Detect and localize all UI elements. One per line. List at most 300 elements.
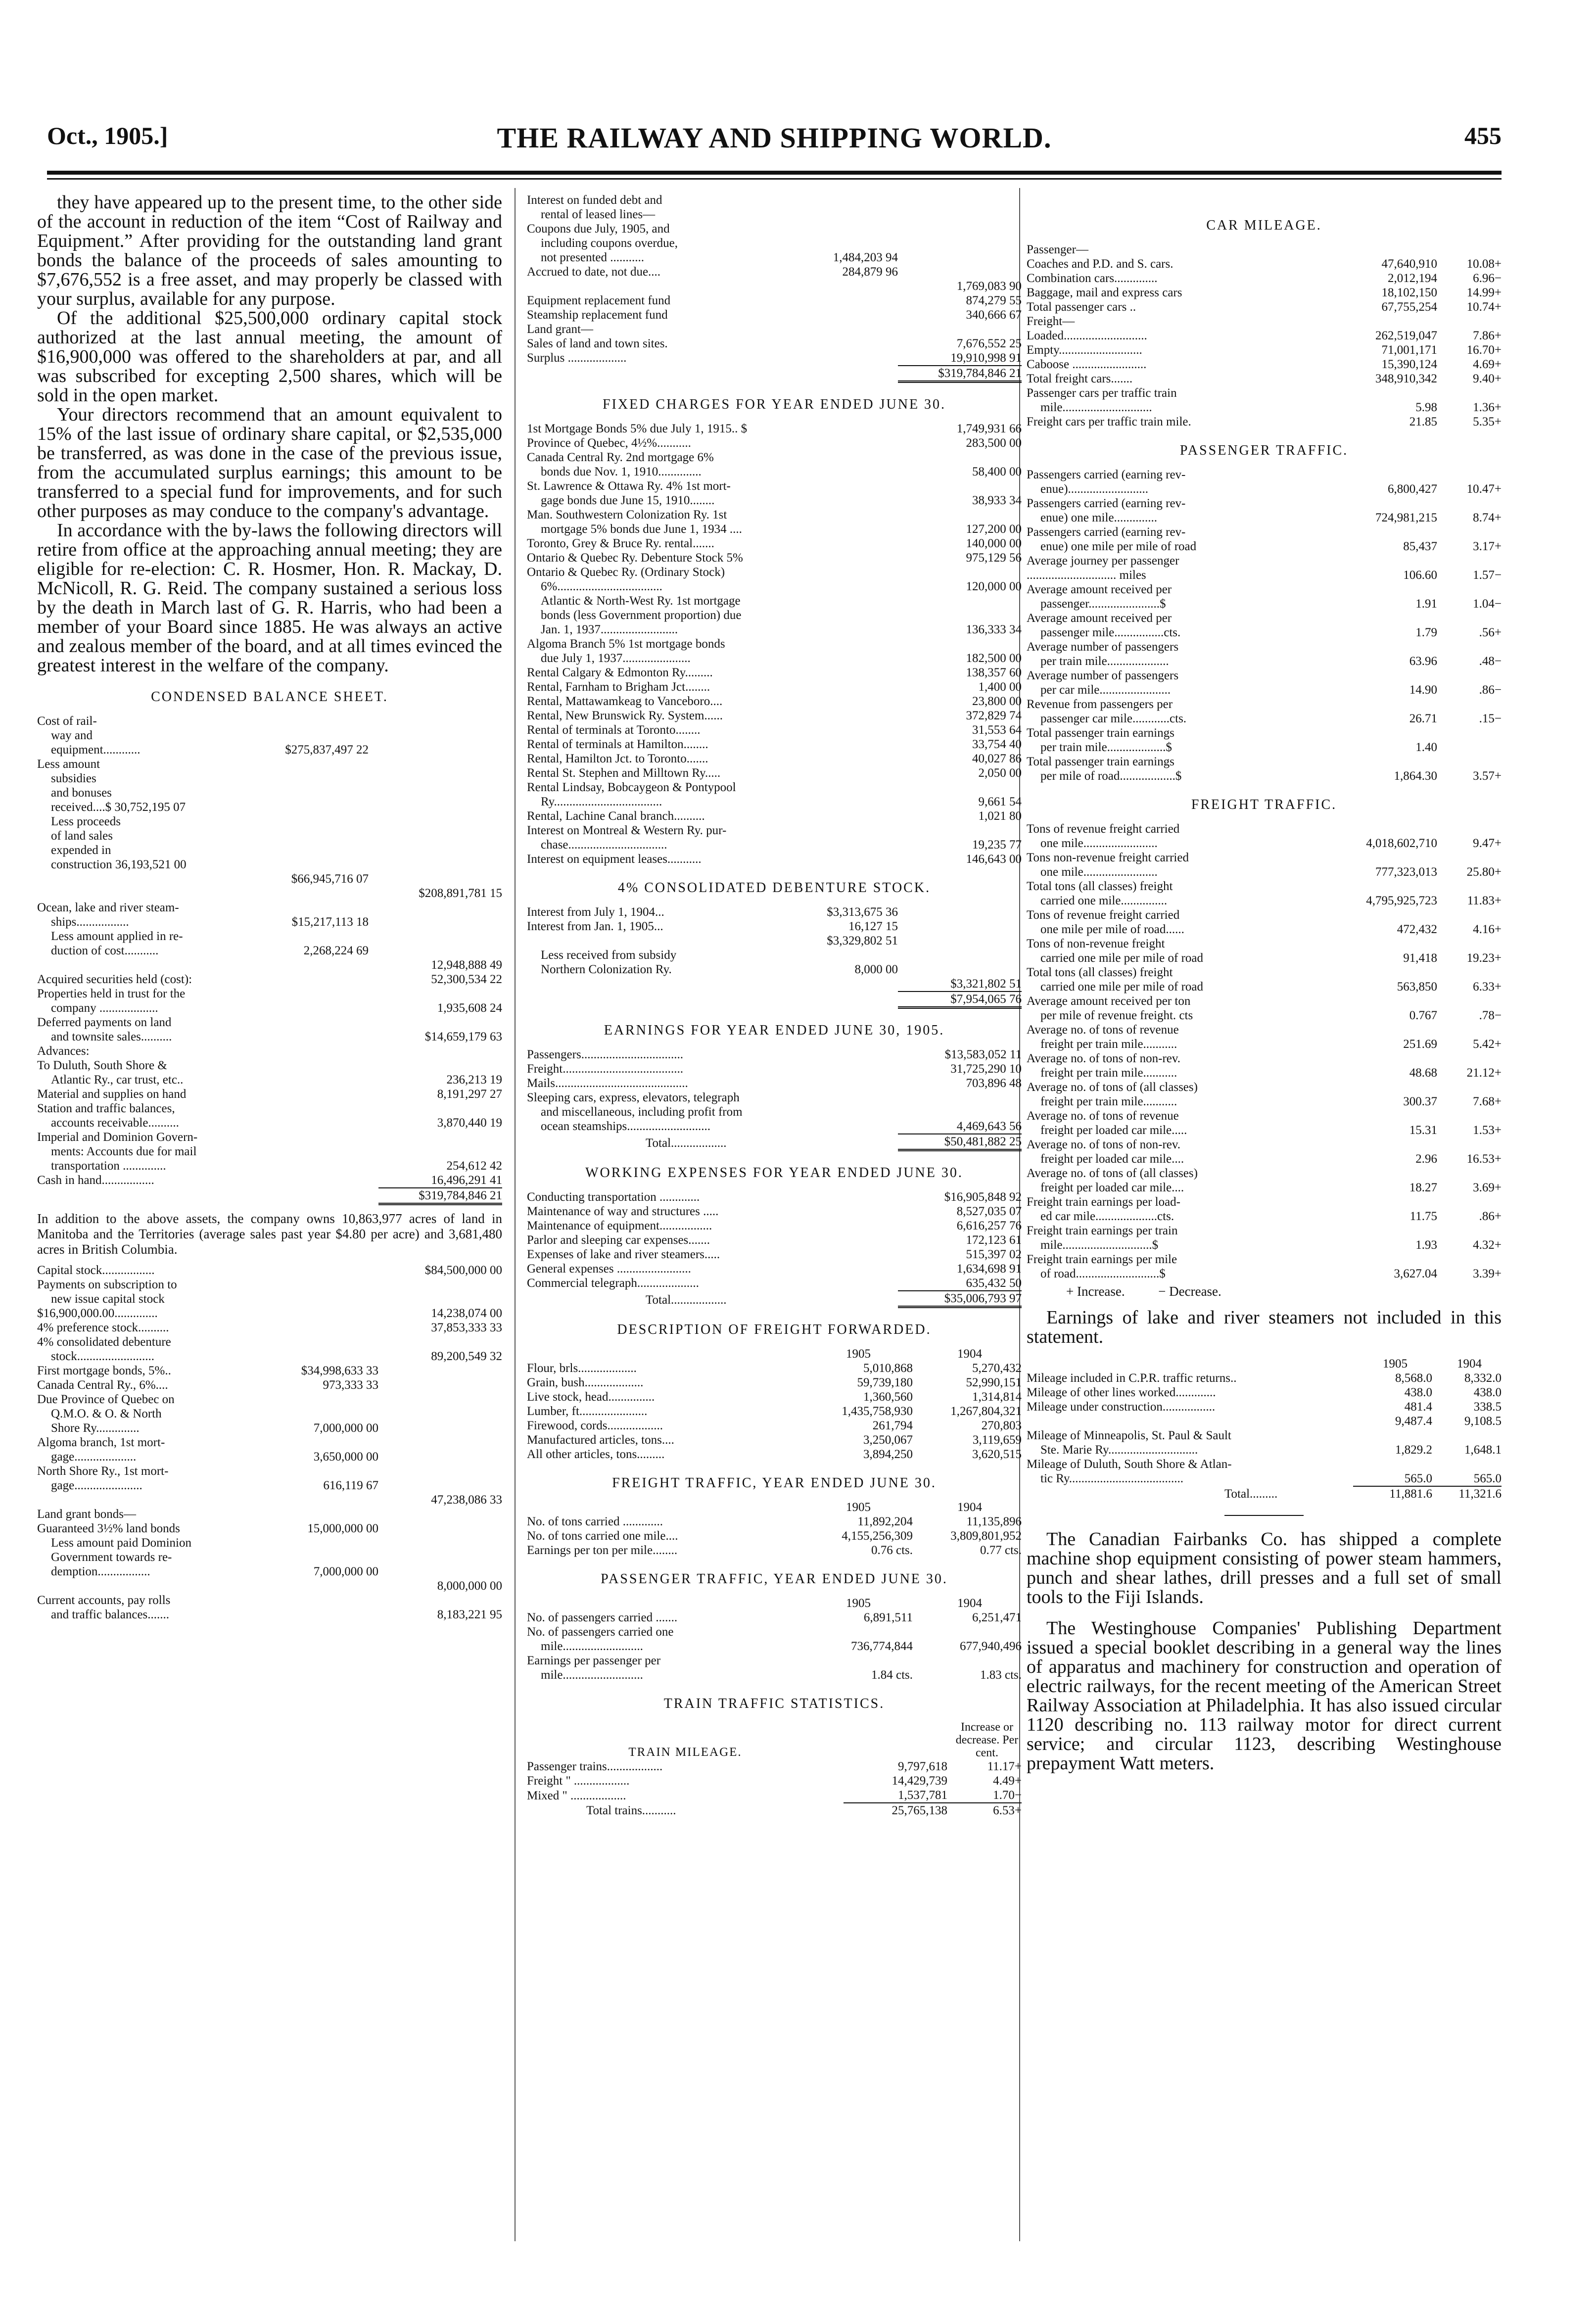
freight-traffic-row-label: freight per loaded car mile....	[1040, 1181, 1184, 1194]
mileage-row	[1027, 1371, 1502, 1385]
freight-traffic-row-label: Total tons (all classes) freight	[1027, 966, 1173, 979]
passenger-traffic-row	[527, 1625, 1022, 1639]
freight-traffic-row-value: 9.47+	[1473, 837, 1502, 850]
debenture-row-value	[774, 977, 898, 991]
passenger-traffic-row-value	[1333, 582, 1437, 597]
balance-row-value: $15,217,113 18	[291, 915, 369, 929]
earnings-row-label: Passengers.................................	[527, 1048, 683, 1061]
column-2	[527, 193, 1022, 1818]
mileage-row-label: tic Ry.....................................	[1040, 1472, 1184, 1485]
car-mileage-title: CAR MILEAGE.	[1206, 218, 1322, 233]
balance-row-value	[378, 1130, 502, 1144]
freight-row	[527, 1404, 1022, 1418]
liability-row-value	[784, 193, 898, 207]
car-mileage-row-value	[1333, 386, 1437, 400]
freight-traffic-row-value: 4,795,925,723	[1366, 894, 1437, 907]
freight-traffic-row-value: 16.53+	[1466, 1152, 1502, 1166]
liability-row	[37, 1579, 502, 1593]
mileage-row	[1027, 1400, 1502, 1414]
mileage-row	[1027, 1414, 1502, 1428]
passenger-traffic-row-value: 10.47+	[1466, 482, 1502, 496]
passenger-traffic-row-label: Passengers carried (earning rev-	[1027, 468, 1186, 481]
balance-row	[37, 1144, 502, 1159]
liability-row-value	[260, 1593, 378, 1607]
car-mileage-row-value: 15,390,124	[1381, 358, 1437, 371]
freight-forwarded-table	[527, 1347, 1022, 1461]
freight-traffic-row-value	[1437, 1051, 1502, 1066]
fixed-charge-row-label: Province of Quebec, 4½%...........	[527, 436, 691, 450]
fixed-charge-row-value: 127,200 00	[966, 522, 1022, 536]
balance-row-label: way and	[51, 729, 93, 742]
debenture-row-value	[898, 948, 1022, 962]
passenger-traffic-row-label: per train mile....................	[1040, 655, 1169, 668]
passenger-traffic-row-value	[1333, 726, 1437, 740]
liability-row	[37, 1392, 502, 1407]
passenger-traffic-row-label: passenger car mile............cts.	[1040, 712, 1187, 725]
balance-row-value: 12,948,888 49	[431, 958, 502, 972]
freight-traffic-row-value	[1333, 822, 1437, 836]
passenger-traffic-row-label: Earnings per passenger per	[527, 1654, 661, 1667]
liability-row-value	[378, 1464, 502, 1478]
fixed-charges-title: FIXED CHARGES FOR YEAR ENDED JUNE 30.	[602, 397, 946, 412]
freight-row-value: 3,250,067	[863, 1433, 913, 1447]
freight-traffic-row-value: 25.80+	[1466, 865, 1502, 879]
freight-traffic-row-value: 1.93	[1415, 1238, 1437, 1252]
train-row	[527, 1774, 1022, 1788]
fixed-charge-row-label: Rental, New Brunswick Ry. System......	[527, 709, 723, 722]
car-mileage-row-value	[1333, 314, 1437, 329]
fixed-charge-row-label: Man. Southwestern Colonization Ry. 1st	[527, 508, 727, 521]
balance-row-label: Advances:	[37, 1044, 90, 1058]
fixed-charge-row-value: 120,000 00	[966, 580, 1022, 593]
debenture-row	[527, 977, 1022, 991]
fixed-charge-row-label: 1st Mortgage Bonds 5% due July 1, 1915.. $	[527, 422, 748, 435]
liability-row-value	[378, 1435, 502, 1450]
balance-row-value	[369, 1101, 378, 1116]
balance-row-label: received....$ 30,752,195 07	[51, 801, 186, 814]
balance-row-label: Cost of rail-	[37, 714, 97, 728]
earnings-row-label: ocean steamships...........................	[541, 1120, 711, 1133]
liability-row-value	[260, 1579, 378, 1593]
passenger-traffic-row-value	[913, 1653, 1022, 1668]
liability-row-value	[378, 1450, 502, 1464]
issue-date: Oct., 1905.]	[47, 122, 168, 149]
balance-row-value	[378, 915, 502, 929]
balance-row-value	[369, 757, 378, 771]
debenture-row	[527, 948, 1022, 962]
passenger-traffic-row-value: 1.57−	[1473, 568, 1502, 582]
passenger-traffic-row-value	[1437, 668, 1502, 683]
liability-row	[37, 1292, 502, 1306]
car-mileage-row	[1027, 357, 1502, 372]
car-mileage-row-value: 4.69+	[1473, 358, 1502, 371]
freight-traffic-row-label: Average no. of tons of non-rev.	[1027, 1052, 1181, 1065]
earnings-total: $50,481,882 25	[898, 1134, 1022, 1150]
freight-traffic-row-label: Freight train earnings per train	[1027, 1224, 1178, 1237]
train-change-header: Increase or decrease. Per cent.	[955, 1721, 1019, 1759]
liability-row-value	[898, 236, 1022, 250]
freight-traffic-row-value: 3.39+	[1473, 1267, 1502, 1280]
expense-row-label: Maintenance of way and structures .....	[527, 1205, 719, 1218]
liability-row-value	[898, 207, 1022, 222]
liability-row-label	[37, 1579, 260, 1593]
passenger-traffic-row-label: per mile of road..................$	[1040, 769, 1182, 783]
freight-traffic-row	[1027, 1180, 1502, 1195]
liability-row-label: Due Province of Quebec on	[37, 1393, 175, 1406]
train-row-value: 1.70−	[993, 1789, 1022, 1802]
liability-row-label: Canada Central Ry., 6%....	[37, 1378, 168, 1392]
balance-total-table	[37, 1187, 502, 1205]
journal-title: THE RAILWAY AND SHIPPING WORLD.	[497, 122, 1052, 154]
balance-row-value	[369, 1015, 378, 1030]
liability-row-label: 4% preference stock..........	[37, 1321, 169, 1334]
car-mileage-row	[1027, 242, 1502, 257]
freight-traffic-row-value: 15.31	[1409, 1124, 1437, 1137]
freight-traffic-row-value: 7.68+	[1473, 1095, 1502, 1108]
passenger-traffic-row-value	[1437, 740, 1502, 754]
balance-row-label: Properties held in trust for the	[37, 987, 186, 1000]
liability-row	[527, 207, 1022, 222]
land-note: In addition to the above assets, the company owns 10,863,977 acres of land in Manitoba and the Territories (average sales past year $4.80 per acre) and 3,681,480 acres in British Columbia.	[37, 1211, 502, 1257]
freight-traffic-row	[1027, 937, 1502, 951]
page-header	[47, 121, 1502, 166]
liability-row	[37, 1378, 502, 1392]
balance-row-value	[378, 900, 502, 915]
freight-traffic-row-value	[1333, 879, 1437, 894]
balance-row-value	[250, 1101, 369, 1116]
passenger-traffic-row-value: 85,437	[1403, 540, 1437, 553]
fixed-charge-row-label: chase................................	[541, 838, 667, 851]
passenger-traffic-row	[1027, 511, 1502, 525]
year-header-spacer	[527, 1347, 799, 1361]
passenger-traffic-row-value: 26.71	[1409, 712, 1437, 725]
balance-row-value	[250, 1044, 369, 1058]
balance-row-value	[369, 958, 378, 972]
liability-row-value	[898, 193, 1022, 207]
passenger-traffic-row	[1027, 496, 1502, 511]
fixed-charge-row	[527, 508, 1022, 522]
news-items	[1027, 1530, 1502, 1773]
train-row-value: 14,429,739	[892, 1774, 947, 1788]
train-row-label: Passenger trains..................	[527, 1760, 663, 1773]
freight-traffic-row-label: Earnings per ton per mile........	[527, 1544, 678, 1557]
debenture-total: $7,954,065 76	[898, 991, 1022, 1008]
earnings-row-value: 31,725,290 10	[950, 1062, 1022, 1076]
liability-row-label: gage......................	[51, 1479, 142, 1492]
liability-row	[527, 250, 1022, 265]
balance-row	[37, 872, 502, 886]
balance-row-value	[369, 1030, 378, 1044]
passenger-traffic-row-value: 1.04−	[1473, 597, 1502, 611]
debenture-row-label	[527, 977, 774, 991]
fixed-charge-row	[527, 637, 1022, 651]
passenger-traffic-row-label: Passengers carried (earning rev-	[1027, 525, 1186, 539]
freight-traffic-row	[1027, 1037, 1502, 1051]
fixed-charge-row	[527, 694, 1022, 708]
mileage-row-value: 565.0	[1473, 1472, 1502, 1485]
passenger-traffic-row-label: Average number of passengers	[1027, 640, 1179, 654]
liability-row-value	[784, 336, 898, 351]
expense-row-label: Parlor and sleeping car expenses.......	[527, 1233, 710, 1247]
freight-traffic-row-value: .86+	[1479, 1210, 1502, 1223]
balance-row-value	[250, 900, 369, 915]
train-mileage-table	[527, 1721, 1022, 1818]
car-mileage-row-value: 16.70+	[1466, 343, 1502, 357]
passenger-traffic-row	[1027, 611, 1502, 625]
freight-traffic-row-value: 5.42+	[1473, 1037, 1502, 1051]
balance-row-label: Deferred payments on land	[37, 1016, 172, 1029]
freight-traffic-row	[527, 1514, 1022, 1529]
balance-row	[37, 1030, 502, 1044]
car-mileage-row-value: 21.85	[1409, 415, 1437, 428]
expense-row-label: General expenses ........................	[527, 1262, 691, 1275]
liability-row-label: Shore Ry..............	[51, 1421, 140, 1435]
fixed-charge-row-label: Rental of terminals at Toronto........	[527, 723, 701, 737]
liability-row-label: Coupons due July, 1905, and	[527, 222, 670, 236]
balance-row-value	[369, 987, 378, 1001]
liability-row-label: and traffic balances.......	[51, 1608, 170, 1621]
freight-traffic-row-value: 21.12+	[1466, 1066, 1502, 1080]
liability-row-label: Sales of land and town sites.	[527, 337, 668, 350]
fixed-charge-row	[527, 809, 1022, 823]
passenger-traffic-row-value	[799, 1625, 913, 1639]
liability-row-value	[260, 1392, 378, 1407]
fixed-charge-row-value: 182,500 00	[966, 652, 1022, 665]
liability-row-value	[784, 322, 898, 336]
liability-row	[527, 351, 1022, 365]
passenger-traffic-row-value	[1437, 582, 1502, 597]
balance-row-value	[250, 1073, 369, 1087]
liability-row-value: 3,650,000 00	[313, 1450, 378, 1463]
liability-row-label: Land grant bonds—	[37, 1508, 136, 1521]
freight-traffic-row	[1027, 1080, 1502, 1094]
car-mileage-row-value: 1.36+	[1473, 401, 1502, 414]
fixed-charge-row-label: Toronto, Grey & Bruce Ry. rental.......	[527, 537, 714, 550]
mileage-row-value: 481.4	[1404, 1400, 1432, 1414]
passenger-traffic-row-label: Average number of passengers	[1027, 669, 1179, 682]
fixed-charge-row-label: due July 1, 1937......................	[541, 652, 691, 665]
freight-traffic-row	[1027, 879, 1502, 894]
mileage-row-label: Mileage of Duluth, South Shore & Atlan-	[1027, 1458, 1232, 1471]
freight-row-value: 1,360,560	[863, 1390, 913, 1404]
balance-row-value	[250, 929, 369, 943]
liability-row-label: Q.M.O. & O. & North	[51, 1407, 162, 1420]
car-mileage-row-value	[1437, 314, 1502, 329]
debenture-row-value: 16,127 15	[848, 920, 898, 933]
liability-row-label: $16,900,000.00..............	[37, 1307, 158, 1320]
car-mileage-table	[1027, 242, 1502, 429]
passenger-traffic-row-value	[1437, 754, 1502, 769]
passenger-traffic-title: PASSENGER TRAFFIC.	[1179, 443, 1349, 458]
balance-row-value	[250, 972, 369, 987]
liability-row-label: Payments on subscription to	[37, 1278, 177, 1291]
balance-row-value	[369, 1116, 378, 1130]
freight-traffic-row-value: 2.96	[1415, 1152, 1437, 1166]
balance-row-value	[369, 886, 378, 900]
freight-traffic-row-label: No. of tons carried one mile....	[527, 1529, 678, 1543]
fixed-charge-row-value: 9,661 54	[978, 795, 1022, 808]
liability-row	[37, 1349, 502, 1364]
freight-traffic-row-value	[1333, 1080, 1437, 1094]
liability-row-value	[784, 293, 898, 308]
year-header	[527, 1500, 1022, 1514]
passenger-traffic-row-value: 106.60	[1403, 568, 1437, 582]
liability-row	[37, 1493, 502, 1507]
liability-row-value	[378, 1564, 502, 1579]
liability-row-value	[784, 207, 898, 222]
passenger-traffic-row-value	[1333, 468, 1437, 482]
mileage-row	[1027, 1471, 1502, 1486]
earnings-row-value	[898, 1105, 1022, 1119]
freight-traffic-row-value: 777,323,013	[1375, 865, 1437, 879]
passenger-traffic-row-value	[1333, 640, 1437, 654]
car-mileage-row-label: Passenger cars per traffic train	[1027, 386, 1177, 400]
balance-sheet-assets	[37, 714, 502, 1187]
balance-row-value: 1,935,608 24	[437, 1001, 502, 1015]
earnings-row	[527, 1062, 1022, 1076]
liability-row-value: 616,119 67	[323, 1479, 378, 1492]
balance-row-value	[378, 714, 502, 728]
balance-row-value	[378, 800, 502, 814]
balance-row-value: 2,268,224 69	[303, 944, 369, 957]
freight-traffic-row-value: 3,809,801,952	[950, 1529, 1022, 1543]
earnings-row	[527, 1090, 1022, 1105]
balance-row-value	[250, 886, 369, 900]
passenger-traffic-row-label: Total passenger train earnings	[1027, 755, 1174, 768]
freight-traffic-row	[1027, 994, 1502, 1008]
liability-row-value	[260, 1435, 378, 1450]
car-mileage-row	[1027, 300, 1502, 314]
balance-row-value	[378, 829, 502, 843]
balance-row-value	[250, 814, 369, 829]
train-total-label: Total trains...........	[586, 1804, 676, 1817]
car-mileage-row-value: 14.99+	[1466, 286, 1502, 299]
fixed-charge-row-label: bonds (less Government proportion) due	[541, 609, 742, 622]
liability-row	[527, 336, 1022, 351]
balance-row-value	[369, 929, 378, 943]
freight-traffic-row-value	[1333, 994, 1437, 1008]
car-mileage-row-label: Total freight cars.......	[1027, 372, 1133, 385]
mileage-row-label	[1027, 1414, 1353, 1428]
liability-row-value	[260, 1349, 378, 1364]
debenture-row-label	[527, 934, 774, 948]
liability-row-label: rental of leased lines—	[541, 208, 656, 221]
freight-traffic-row-value: 4,018,602,710	[1366, 837, 1437, 850]
freight-traffic-row-label: No. of tons carried .............	[527, 1515, 663, 1528]
earnings-row	[527, 1047, 1022, 1062]
freight-traffic-row-value	[1333, 1166, 1437, 1180]
freight-traffic-table	[1027, 822, 1502, 1281]
year-label: 1905	[846, 1501, 871, 1514]
balance-row-value	[378, 757, 502, 771]
freight-traffic-row-value	[1333, 1252, 1437, 1267]
balance-row-label: of land sales	[51, 829, 113, 843]
fixed-charge-row-label: Canada Central Ry. 2nd mortgage 6%	[527, 451, 714, 464]
freight-traffic-row-label: Total tons (all classes) freight	[1027, 880, 1173, 893]
passenger-traffic-row-value	[1437, 525, 1502, 539]
header-rule-thin	[47, 178, 1502, 180]
passenger-traffic-row-label: ............................. miles	[1027, 568, 1146, 582]
passenger-traffic-row-value: .48−	[1479, 655, 1502, 668]
liability-row-value	[260, 1464, 378, 1478]
liability-row-value	[260, 1277, 378, 1292]
balance-row-value	[250, 1130, 369, 1144]
freight-traffic-row	[1027, 1252, 1502, 1267]
fixed-charge-row-label: Rental Lindsay, Bobcaygeon & Pontypool	[527, 781, 736, 794]
freight-traffic-row-value: 251.69	[1403, 1037, 1437, 1051]
balance-row-value	[250, 1116, 369, 1130]
balance-row-value	[250, 1173, 369, 1187]
debenture-row-label: Interest from July 1, 1904...	[527, 905, 664, 919]
car-mileage-row-label: Loaded...........................	[1027, 329, 1147, 342]
expense-row-value: 635,432 50	[966, 1276, 1022, 1290]
liability-row-value	[378, 1277, 502, 1292]
freight-traffic-row-value	[1437, 822, 1502, 836]
debenture-row-label: Northern Colonization Ry.	[541, 963, 672, 976]
balance-row-label	[37, 886, 250, 900]
passenger-traffic-row-value: .15−	[1479, 712, 1502, 725]
liability-row-label: North Shore Ry., 1st mort-	[37, 1464, 169, 1478]
freight-traffic-row-label: one mile........................	[1040, 837, 1158, 850]
liability-row-value: $84,500,000 00	[424, 1264, 502, 1277]
liability-row-value: 7,000,000 00	[313, 1421, 378, 1435]
freight-row	[527, 1433, 1022, 1447]
passenger-traffic-row-label: Revenue from passengers per	[1027, 698, 1173, 711]
freight-forwarded-title: DESCRIPTION OF FREIGHT FORWARDED.	[617, 1322, 932, 1337]
balance-row	[37, 1087, 502, 1101]
balance-row-value: $275,837,497 22	[285, 743, 369, 756]
earnings-row-label: Mails...........................................	[527, 1077, 688, 1090]
liability-row-label: Government towards re-	[51, 1551, 172, 1564]
balance-row-value	[378, 929, 502, 943]
freight-traffic-row-value: 11,892,204	[857, 1515, 913, 1528]
expense-row	[527, 1190, 1022, 1204]
passenger-traffic-table	[1027, 468, 1502, 783]
freight-row	[527, 1447, 1022, 1461]
passenger-traffic-row	[1027, 697, 1502, 711]
balance-row-value	[369, 743, 378, 757]
balance-row-value	[369, 1073, 378, 1087]
balance-row-value	[369, 814, 378, 829]
section-rule	[1224, 1515, 1304, 1516]
car-mileage-row-value: 10.74+	[1466, 300, 1502, 314]
fixed-charge-row-value: 2,050 00	[978, 766, 1022, 780]
liability-row-value	[784, 308, 898, 322]
freight-row-label: Firewood, cords..................	[527, 1419, 663, 1432]
liability-row-value	[784, 351, 898, 365]
balance-row	[37, 814, 502, 829]
freight-traffic-row-label: Tons of non-revenue freight	[1027, 937, 1165, 950]
freight-row-value: 5,010,868	[863, 1362, 913, 1375]
freight-traffic-row	[1027, 1209, 1502, 1224]
balance-row-value	[250, 786, 369, 800]
balance-row-value	[378, 728, 502, 743]
liability-row-label: Land grant—	[527, 323, 593, 336]
liability-row-value: 284,879 96	[842, 265, 898, 279]
earnings-row-value: 4,469,643 56	[956, 1120, 1022, 1133]
passenger-traffic-row-label: Average journey per passenger	[1027, 554, 1179, 567]
mileage-row-value: 565.0	[1404, 1472, 1432, 1485]
fixed-charge-row-label: Ontario & Quebec Ry. Debenture Stock 5%	[527, 551, 743, 565]
liability-row-label: Less amount paid Dominion	[51, 1536, 191, 1550]
liability-row-label	[37, 1493, 260, 1507]
balance-row-label: Ocean, lake and river steam-	[37, 901, 179, 914]
liability-row	[37, 1464, 502, 1478]
fixed-charge-row-value	[898, 608, 1022, 622]
freight-traffic-row	[1027, 1238, 1502, 1252]
liability-row-value: 37,853,333 33	[431, 1321, 502, 1334]
liability-row-value: 973,333 33	[323, 1378, 378, 1392]
